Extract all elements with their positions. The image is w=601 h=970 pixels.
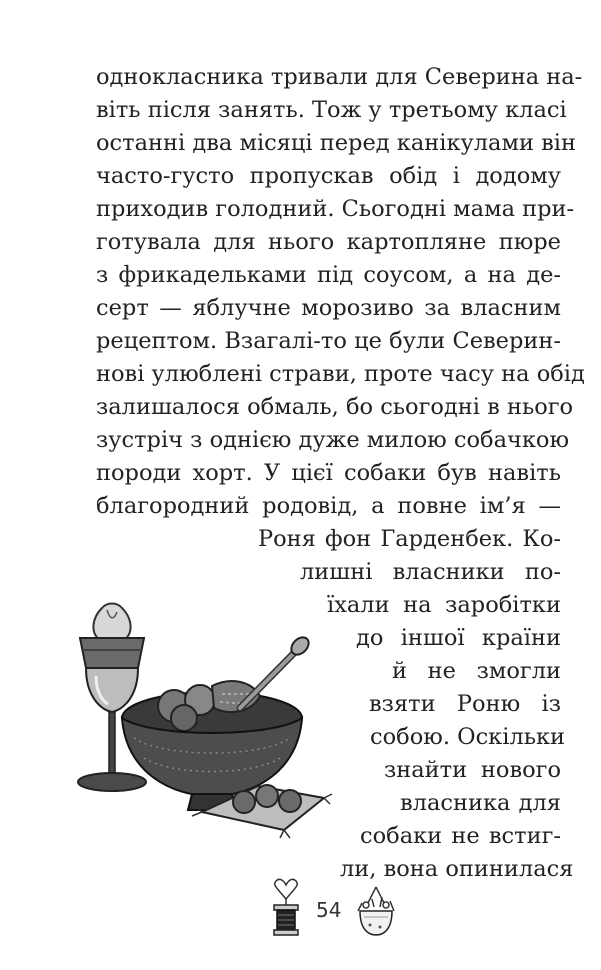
text-line: приходив голодний. Сьогодні мама при- — [96, 196, 575, 222]
text-line: з фрикадельками під соусом, а на де- — [96, 262, 561, 288]
text-line: благородний родовід, а повне ім’я — — [96, 493, 561, 519]
text-line: віть після занять. Тож у третьому класі — [96, 97, 567, 123]
text-line: однокласника тривали для Северина на- — [96, 64, 583, 90]
pincushion-scissors-icon — [354, 881, 398, 939]
page-number: 54 — [316, 898, 342, 922]
spoon-icon — [240, 634, 312, 708]
text-line: серт — яблучне морозиво за власним — [96, 295, 561, 321]
text-line: породи хорт. У цієї собаки був навіть — [96, 460, 561, 486]
text-line: нові улюблені страви, проте часу на обід — [96, 361, 585, 387]
text-line: знайти нового — [384, 757, 561, 783]
text-line: власника для — [400, 790, 561, 816]
thread-spool-heart-icon — [268, 877, 304, 937]
text-line: залишалося обмаль, бо сьогодні в нього — [96, 394, 574, 420]
text-line: готувала для нього картопляне пюре — [96, 229, 561, 255]
text-line: зустріч з однією дуже милою собачкою — [96, 427, 570, 453]
page-footer — [0, 875, 601, 955]
text-line: лишні власники по- — [300, 559, 561, 585]
text-line: й не змогли — [392, 658, 561, 684]
text-line: часто-густо пропускав обід і додому — [96, 163, 561, 189]
goblet-icon — [78, 604, 146, 792]
text-line: собаки не встиг- — [360, 823, 561, 849]
text-line: до іншої країни — [356, 625, 561, 651]
text-line: ли, вона опинилася — [340, 856, 574, 882]
food-bowl-goblet-illustration — [62, 598, 342, 843]
text-line: рецептом. Взагалі-то це були Северин- — [96, 328, 561, 354]
text-line: взяти Роню із — [369, 691, 561, 717]
text-line: їхали на заробітки — [327, 592, 561, 618]
text-line: останні два місяці перед канікулами він — [96, 130, 576, 156]
text-line: Роня фон Гарденбек. Ко- — [258, 526, 561, 552]
text-line: собою. Оскільки — [370, 724, 566, 750]
